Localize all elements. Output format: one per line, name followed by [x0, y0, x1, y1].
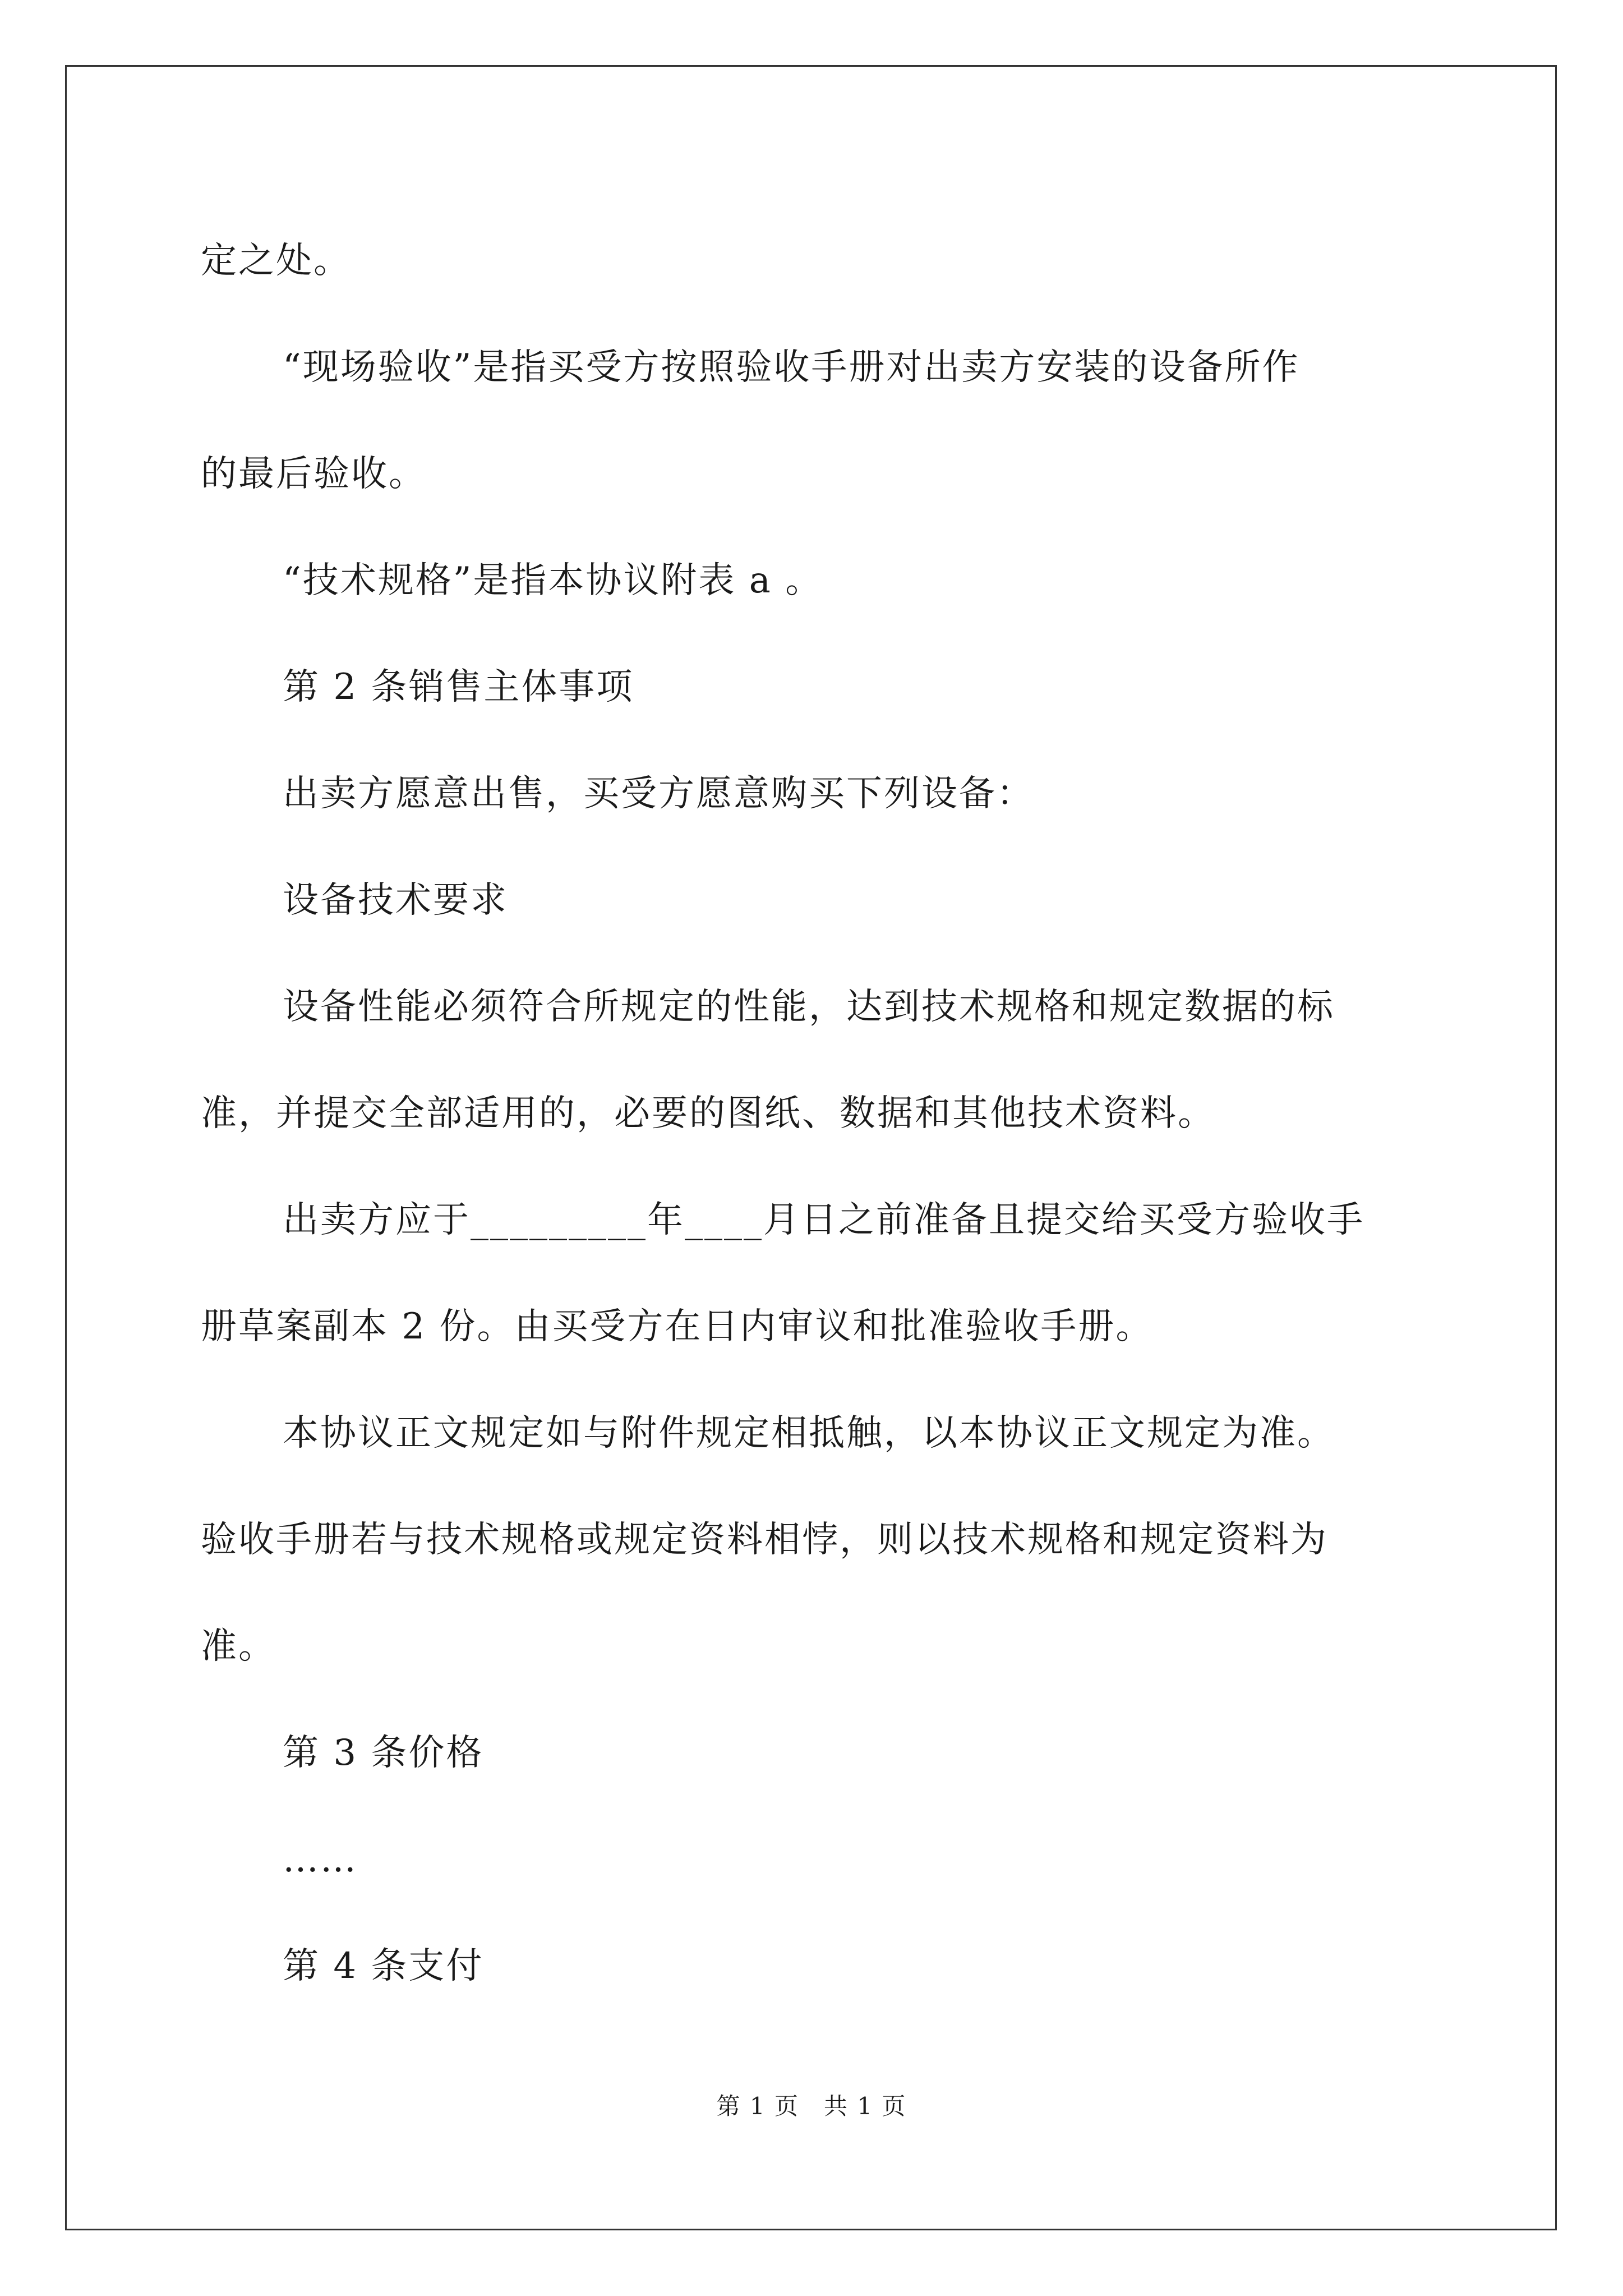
paragraph-line: “现场验收”是指买受方按照验收手册对出卖方安装的设备所作 [283, 347, 1300, 388]
ellipsis-line: …… [283, 1839, 358, 1880]
paragraph-line: 册草案副本 2 份。由买受方在日内审议和批准验收手册。 [201, 1306, 1154, 1347]
paragraph-line: 准，并提交全部适用的，必要的图纸、数据和其他技术资料。 [201, 1093, 1215, 1134]
document-body [201, 208, 1435, 2019]
paragraph-line: “技术规格”是指本协议附表 a 。 [283, 560, 823, 601]
paragraph-line: 本协议正文规定如与附件规定相抵触，以本协议正文规定为准。 [283, 1412, 1335, 1454]
paragraph-line: 出卖方愿意出售，买受方愿意购买下列设备： [283, 773, 1034, 815]
paragraph-line: 定之处。 [201, 240, 351, 282]
section-heading: 第 4 条支付 [283, 1945, 484, 1987]
section-heading: 第 3 条价格 [283, 1732, 484, 1774]
paragraph-line: 验收手册若与技术规格或规定资料相悖，则以技术规格和规定资料为 [201, 1519, 1328, 1561]
paragraph-line: 准。 [201, 1626, 276, 1667]
section-heading: 第 2 条销售主体事项 [283, 666, 634, 708]
page-number-footer: 第 1 页 共 1 页 [716, 2092, 907, 2120]
paragraph-line: 设备性能必须符合所规定的性能，达到技术规格和规定数据的标 [283, 986, 1335, 1028]
paragraph-line: 出卖方应于_________年____月日之前准备且提交给买受方验收手 [283, 1199, 1364, 1241]
paragraph-line: 的最后验收。 [201, 453, 426, 495]
subsection-heading: 设备技术要求 [283, 880, 508, 921]
